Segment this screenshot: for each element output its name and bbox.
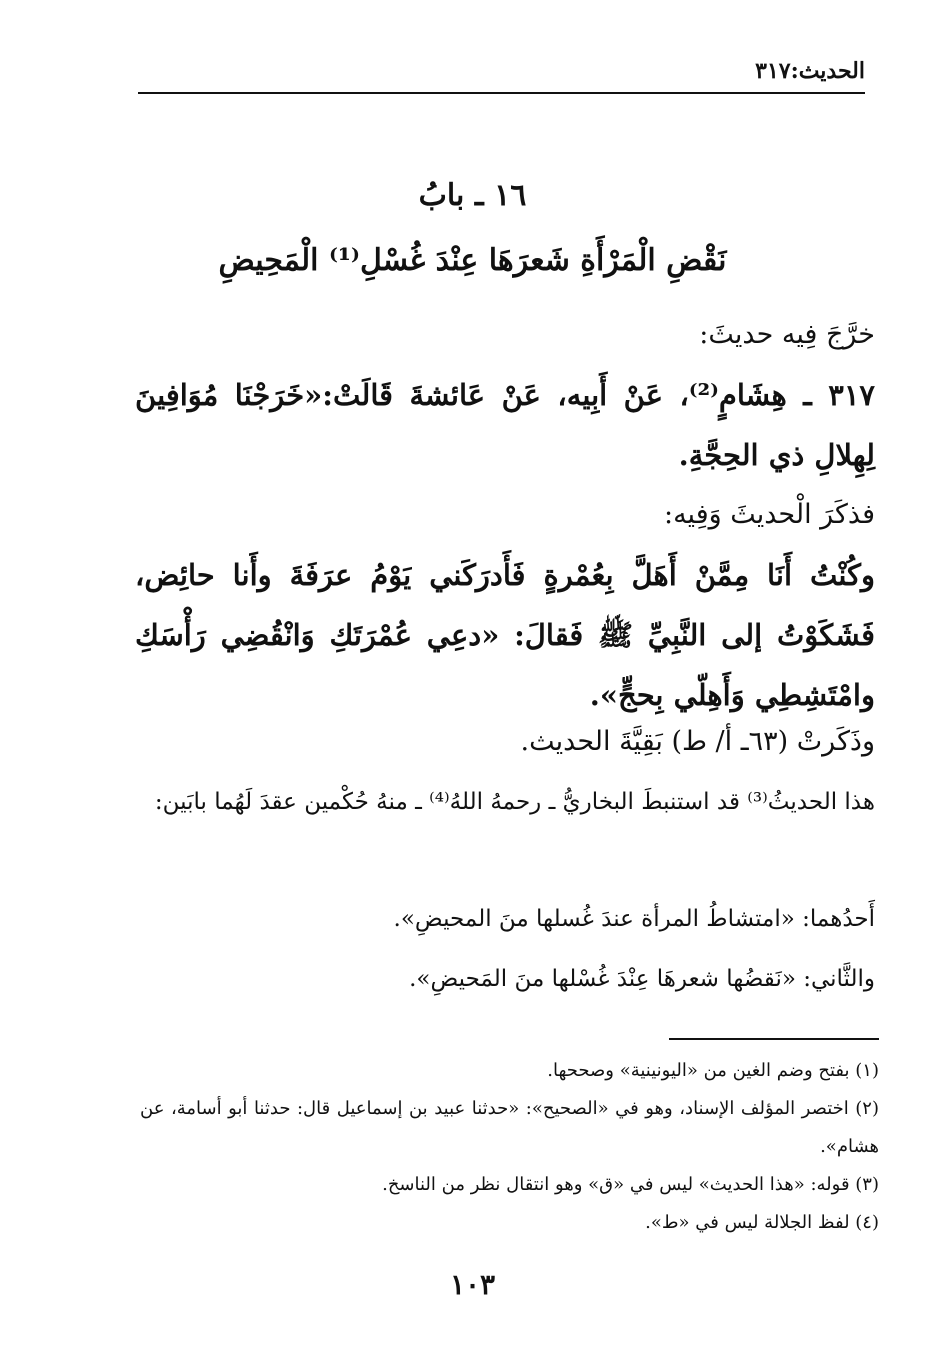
second-chapter-line: والثَّاني: «نَقضُها شعرهَا عِنْدَ غُسْلها منَ المَحيضِ». bbox=[409, 966, 875, 992]
header-hadith-number: الحديث:٣١٧ bbox=[755, 58, 865, 84]
intro-line: خرَّجَ فِيه حديثَ: bbox=[699, 319, 875, 350]
hadith-text: ٣١٧ ـ هِشَامٍ⁽²⁾، عَنْ أَبِيه، عَنْ عَائشةَ قَالَتْ:«خَرَجْنَا مُوَافِينَ لِهِلالِ ذي الحِجَّةِ. bbox=[135, 378, 876, 472]
running-header bbox=[138, 58, 865, 94]
hadith-quote: وكُنْتُ أَنَا مِمَّنْ أَهَلَّ بِعُمْرةٍ فَأَدرَكَني يَوْمُ عرَفَةَ وأَنا حائِض، فَشَكَوْتُ إلى النَّبِيِّ ﷺ فَقالَ: «دعِي عُمْرَتَكِ وَانْقُضِي رَأْسَكِ وامْتَشِطِي وَأَهِلّي بِحجٍّ». bbox=[135, 558, 875, 712]
footnote-4: (٤) لفظ الجلالة ليس في «ط». bbox=[645, 1212, 879, 1233]
commentary-paragraph: هذا الحديثُ⁽³⁾ قد استنبطَ البخاريُّ ـ رحمهُ اللهُ⁽⁴⁾ ـ منهُ حُكْمين عقدَ لَهُما بابَين: bbox=[154, 789, 875, 815]
first-chapter-line: أَحدُهما: «امتشاطُ المرأة عندَ غُسلها منَ المحيضِ». bbox=[393, 906, 875, 932]
footnote-1: (١) بفتح وضم الغين من «اليونينية» وصححها. bbox=[547, 1060, 879, 1081]
chapter-number: ١٦ ـ بابُ bbox=[418, 178, 527, 213]
remainder-line: وذَكَرتْ (٦٣ـ أ/ ط) بَقِيَّةَ الحديث. bbox=[520, 726, 875, 757]
footnote-3: (٣) قوله: «هذا الحديث» ليس في «ق» وهو انتقال نظر من الناسخ. bbox=[382, 1174, 879, 1195]
footnote-2: (٢) اختصر المؤلف الإسناد، وهو في «الصحيح»: «حدثنا عبيد بن إسماعيل قال: حدثنا أبو أسامة، عن هشام». bbox=[140, 1098, 879, 1157]
page-number: ١٠٣ bbox=[449, 1268, 496, 1301]
chapter-title: نَقْضِ الْمَرْأَةِ شَعرَهَا عِنْدَ غُسْلِ⁽¹⁾ الْمَحِيضِ bbox=[218, 243, 727, 278]
mention-line: فذكَرَ الْحديثَ وَفِيه: bbox=[663, 499, 875, 530]
footnote-divider bbox=[669, 1038, 879, 1040]
